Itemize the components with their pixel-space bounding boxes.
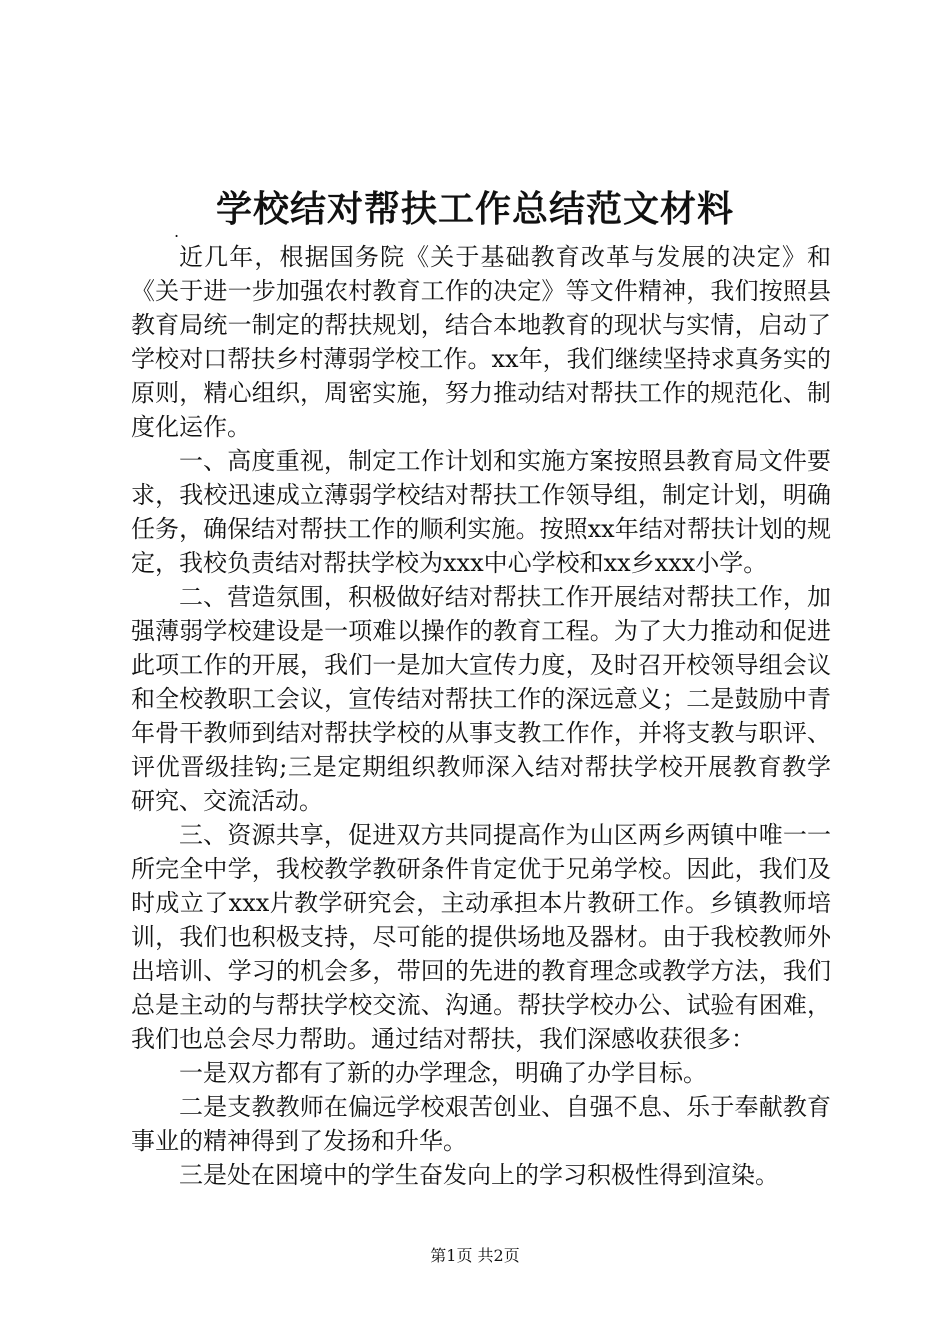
dot-marker: . bbox=[174, 222, 180, 241]
paragraph-intro: 近几年，根据国务院《关于基础教育改革与发展的决定》和《关于进一步加强农村教育工作的决定》等文件精神，我们按照县教育局统一制定的帮扶规划，结合本地教育的现状与实情，启动了学校对口帮扶乡村薄弱学校工作。xx年，我们继续坚持求真务实的原则，精心组织，周密实施，努力推动结对帮扶工作的规范化、制度化运作。 bbox=[131, 243, 831, 441]
document-title: 学校结对帮扶工作总结范文材料 bbox=[215, 188, 734, 230]
paragraph-section-3: 三、资源共享，促进双方共同提高作为山区两乡两镇中唯一一所完全中学，我校教学教研条件肯定优于兄弟学校。因此，我们及时成立了xxx片教学研究会，主动承担本片教研工作。乡镇教师培训，我们也积极支持，尽可能的提供场地及器材。由于我校教师外出培训、学习的机会多，带回的先进的教育理念或教学方法，我们总是主动的与帮扶学校交流、沟通。帮扶学校办公、试验有困难，我们也总会尽力帮助。通过结对帮扶，我们深感收获很多： bbox=[131, 821, 831, 1053]
paragraph-section-2: 二、营造氛围，积极做好结对帮扶工作开展结对帮扶工作，加强薄弱学校建设是一项难以操作的教育工程。为了大力推动和促进此项工作的开展，我们一是加大宣传力度，及时召开校领导组会议和全校教职工会议，宣传结对帮扶工作的深远意义；二是鼓励中青年骨干教师到结对帮扶学校的从事支教工作作，并将支教与职评、评优晋级挂钩;三是定期组织教师深入结对帮扶学校开展教育教学研究、交流活动。 bbox=[131, 583, 831, 815]
paragraph-gain-3: 三是处在困境中的学生奋发向上的学习积极性得到渲染。 bbox=[179, 1161, 779, 1189]
paragraph-gain-1: 一是双方都有了新的办学理念，明确了办学目标。 bbox=[179, 1059, 707, 1087]
paragraph-section-1: 一、高度重视，制定工作计划和实施方案按照县教育局文件要求，我校迅速成立薄弱学校结对帮扶工作领导组，制定计划，明确任务，确保结对帮扶工作的顺利实施。按照xx年结对帮扶计划的规定，我校负责结对帮扶学校为xxx中心学校和xx乡xxx小学。 bbox=[131, 447, 831, 577]
document-body bbox=[131, 240, 831, 1192]
page-footer: 第1页 共2页 bbox=[430, 1246, 520, 1265]
paragraph-gain-2: 二是支教教师在偏远学校艰苦创业、自强不息、乐于奉献教育事业的精神得到了发扬和升华。 bbox=[131, 1093, 831, 1155]
